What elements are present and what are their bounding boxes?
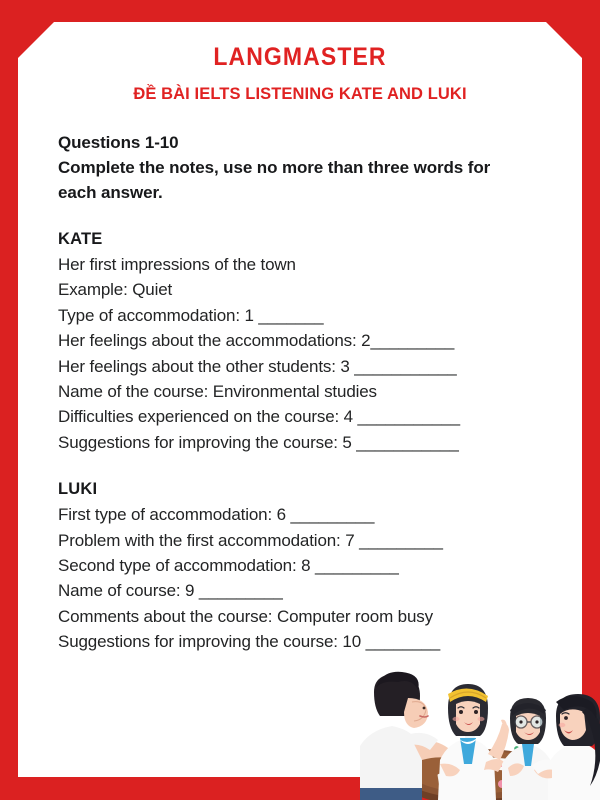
note-line: First type of accommodation: 6 _________ bbox=[58, 505, 375, 525]
instructions-block bbox=[58, 130, 553, 205]
note-line: Her feelings about the accommodations: 2_________ bbox=[58, 331, 455, 351]
note-line: Her feelings about the other students: 3 ___________ bbox=[58, 356, 457, 376]
note-line: Name of course: 9 _________ bbox=[58, 581, 283, 601]
section-kate bbox=[58, 227, 553, 455]
card-content bbox=[18, 22, 582, 777]
instructions-line-2: each answer. bbox=[58, 183, 163, 202]
langmaster-logo: LANGMASTER bbox=[213, 43, 387, 71]
instructions-line-1: Complete the notes, use no more than three words for bbox=[58, 158, 491, 177]
section-heading-kate: KATE bbox=[58, 230, 103, 248]
notes-body bbox=[58, 130, 553, 655]
page-title: ĐỀ BÀI IELTS LISTENING KATE AND LUKI bbox=[133, 85, 467, 103]
note-line: Her first impressions of the town bbox=[58, 255, 296, 274]
note-line: Type of accommodation: 1 _______ bbox=[58, 305, 324, 325]
note-line: Comments about the course: Computer room busy bbox=[58, 606, 433, 626]
section-luki bbox=[58, 477, 553, 654]
note-line: Example: Quiet bbox=[58, 280, 173, 300]
note-line: Difficulties experienced on the course: 4 ___________ bbox=[58, 407, 460, 427]
section-heading-luki: LUKI bbox=[58, 480, 98, 499]
note-line: Suggestions for improving the course: 5 ___________ bbox=[58, 432, 459, 452]
note-line: Name of the course: Environmental studies bbox=[58, 382, 377, 402]
questions-range: Questions 1-10 bbox=[58, 133, 179, 152]
note-line: Problem with the first accommodation: 7 _________ bbox=[58, 530, 443, 550]
note-line: Second type of accommodation: 8 _________ bbox=[58, 556, 399, 576]
note-line: Suggestions for improving the course: 10 ________ bbox=[58, 632, 441, 652]
four-students-illustration bbox=[352, 668, 600, 800]
